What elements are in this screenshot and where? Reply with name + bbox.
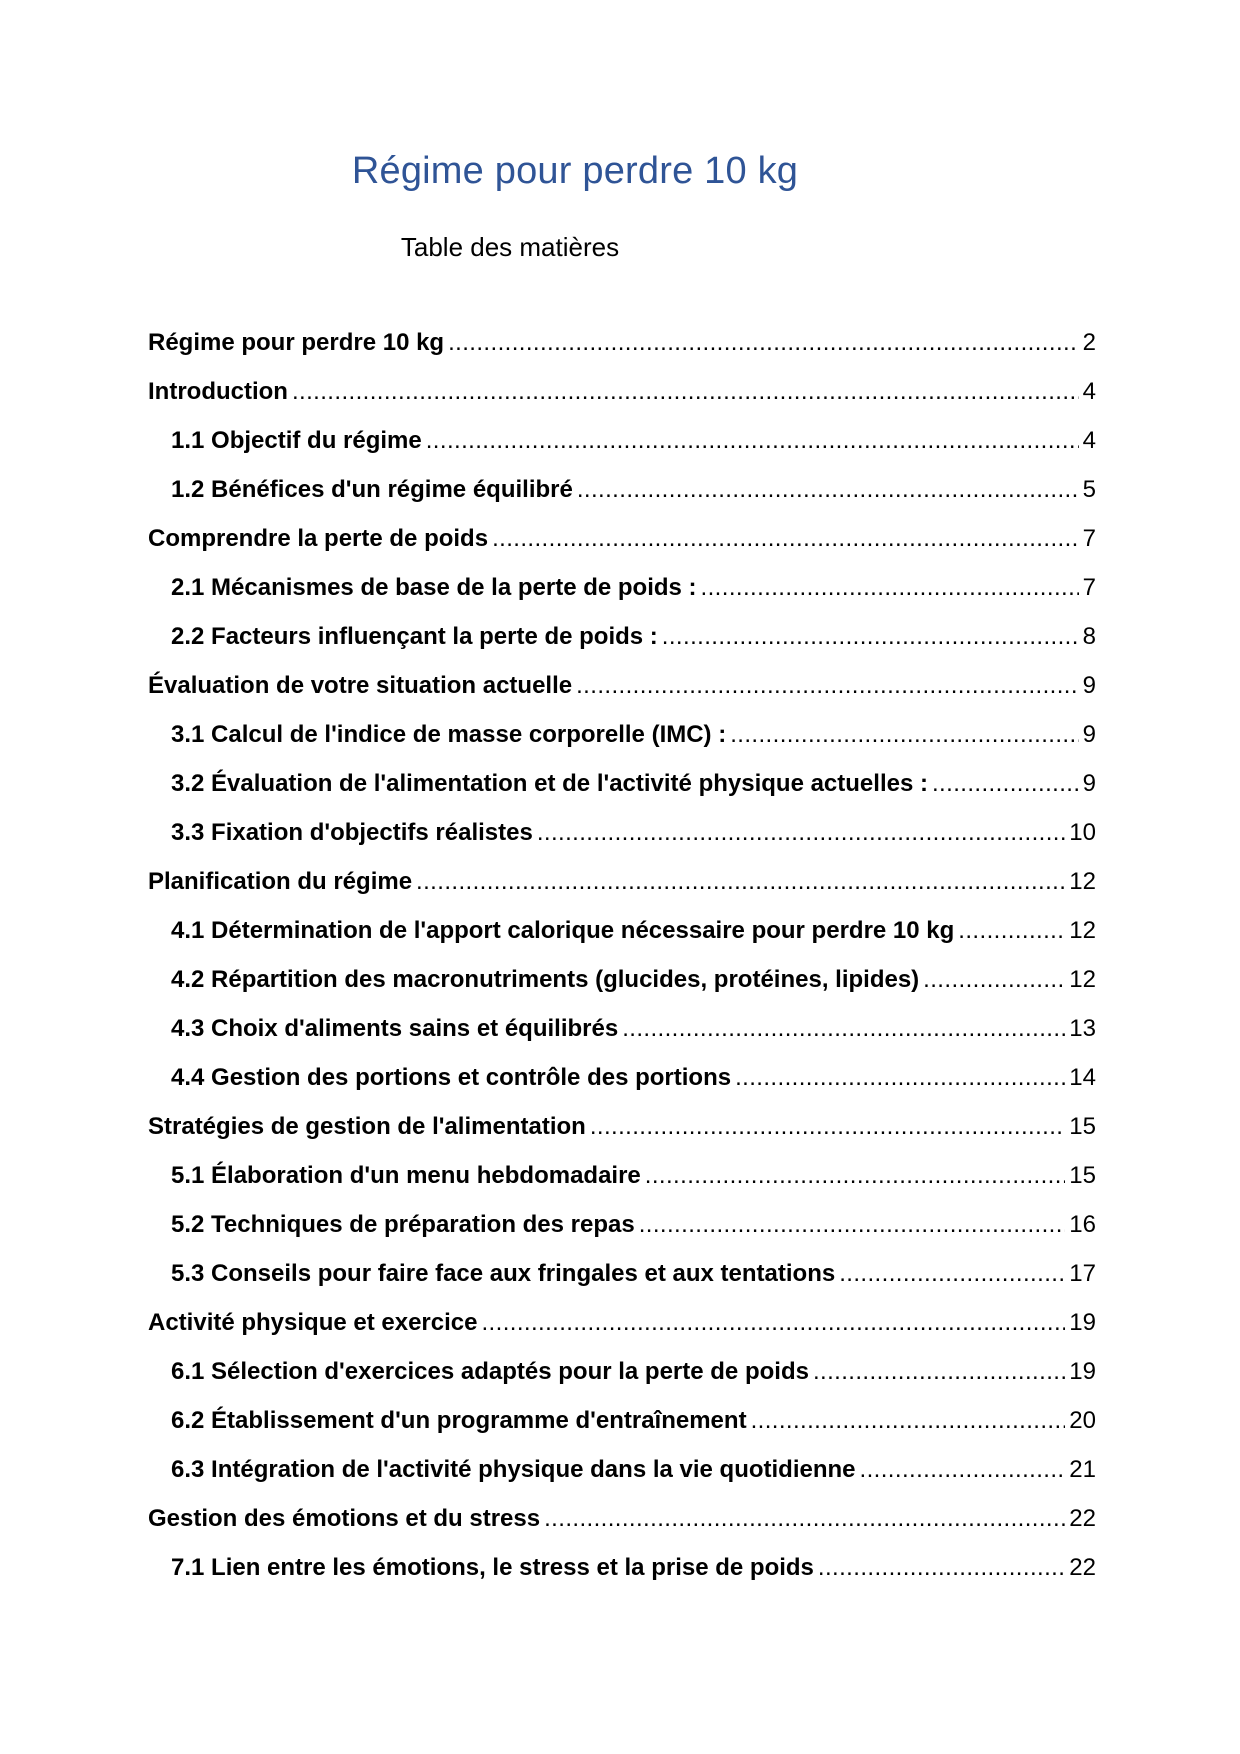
toc-dot-leader <box>426 416 1079 465</box>
toc-page-number[interactable]: 9 <box>1082 672 1096 699</box>
toc-page-number[interactable]: 9 <box>1082 721 1096 748</box>
toc-page-number[interactable]: 14 <box>1069 1064 1096 1091</box>
toc-dot-leader <box>751 1396 1066 1445</box>
toc-entry-label[interactable]: 7.1 Lien entre les émotions, le stress et la prise de poids <box>171 1554 814 1581</box>
toc-entry-label[interactable]: Stratégies de gestion de l'alimentation <box>148 1113 586 1140</box>
toc-subentry[interactable] <box>148 906 1096 955</box>
toc-entry-label[interactable]: 1.1 Objectif du régime <box>171 427 422 454</box>
toc-page-number[interactable]: 15 <box>1069 1162 1096 1189</box>
toc-entry-label[interactable]: 4.1 Détermination de l'apport calorique nécessaire pour perdre 10 kg <box>171 917 955 944</box>
toc-dot-leader <box>639 1200 1066 1249</box>
toc-dot-leader <box>701 563 1079 612</box>
toc-entry-label[interactable]: Introduction <box>148 378 288 405</box>
toc-dot-leader <box>537 808 1065 857</box>
toc-subentry[interactable] <box>148 1200 1096 1249</box>
toc-heading: Table des matières <box>400 232 620 262</box>
toc-dot-leader <box>735 1053 1065 1102</box>
toc-entry-label[interactable]: 5.1 Élaboration d'un menu hebdomadaire <box>171 1162 641 1189</box>
toc-entry[interactable] <box>148 318 1096 367</box>
toc-subentry[interactable] <box>148 808 1096 857</box>
toc-entry[interactable] <box>148 661 1096 710</box>
toc-page-number[interactable]: 15 <box>1069 1113 1096 1140</box>
toc-page-number[interactable]: 22 <box>1069 1554 1096 1581</box>
toc-dot-leader <box>923 955 1065 1004</box>
toc-entry-label[interactable]: Régime pour perdre 10 kg <box>148 329 445 356</box>
toc-page-number[interactable]: 21 <box>1069 1456 1096 1483</box>
toc-entry-label[interactable]: Gestion des émotions et du stress <box>148 1505 541 1532</box>
toc-dot-leader <box>818 1543 1065 1592</box>
toc-dot-leader <box>932 759 1079 808</box>
toc-subentry[interactable] <box>148 563 1096 612</box>
toc-dot-leader <box>839 1249 1065 1298</box>
toc-subentry[interactable] <box>148 1543 1096 1592</box>
toc-dot-leader <box>448 318 1079 367</box>
toc-subentry[interactable] <box>148 710 1096 759</box>
toc-page-number[interactable]: 7 <box>1082 574 1096 601</box>
toc-entry[interactable] <box>148 1102 1096 1151</box>
table-of-contents <box>148 318 1096 1592</box>
toc-entry-label[interactable]: 2.2 Facteurs influençant la perte de poids : <box>171 623 658 650</box>
toc-dot-leader <box>662 612 1079 661</box>
toc-subentry[interactable] <box>148 955 1096 1004</box>
toc-entry-label[interactable]: 3.1 Calcul de l'indice de masse corporelle (IMC) : <box>171 721 727 748</box>
toc-page-number[interactable]: 12 <box>1069 917 1096 944</box>
toc-entry-label[interactable]: Activité physique et exercice <box>148 1309 478 1336</box>
toc-page-number[interactable]: 19 <box>1069 1309 1096 1336</box>
toc-dot-leader <box>860 1445 1066 1494</box>
toc-entry-label[interactable]: Évaluation de votre situation actuelle <box>148 672 573 699</box>
toc-entry-label[interactable]: 6.3 Intégration de l'activité physique dans la vie quotidienne <box>171 1456 856 1483</box>
toc-page-number[interactable]: 22 <box>1069 1505 1096 1532</box>
toc-entry-label[interactable]: 4.3 Choix d'aliments sains et équilibrés <box>171 1015 619 1042</box>
toc-entry-label[interactable]: 4.2 Répartition des macronutriments (glucides, protéines, lipides) <box>171 966 920 993</box>
toc-page-number[interactable]: 17 <box>1069 1260 1096 1287</box>
toc-dot-leader <box>544 1494 1065 1543</box>
toc-entry-label[interactable]: 3.3 Fixation d'objectifs réalistes <box>171 819 533 846</box>
toc-entry-label[interactable]: 3.2 Évaluation de l'alimentation et de l'activité physique actuelles : <box>171 770 928 797</box>
toc-page-number[interactable]: 7 <box>1082 525 1096 552</box>
toc-page-number[interactable]: 8 <box>1082 623 1096 650</box>
toc-page-number[interactable]: 12 <box>1069 966 1096 993</box>
toc-entry-label[interactable]: 2.1 Mécanismes de base de la perte de poids : <box>171 574 697 601</box>
toc-entry-label[interactable]: Planification du régime <box>148 868 413 895</box>
toc-entry-label[interactable]: 6.1 Sélection d'exercices adaptés pour la perte de poids <box>171 1358 809 1385</box>
toc-subentry[interactable] <box>148 1053 1096 1102</box>
toc-dot-leader <box>645 1151 1066 1200</box>
toc-page-number[interactable]: 19 <box>1069 1358 1096 1385</box>
toc-page-number[interactable]: 20 <box>1069 1407 1096 1434</box>
toc-subentry[interactable] <box>148 759 1096 808</box>
toc-subentry[interactable] <box>148 416 1096 465</box>
toc-dot-leader <box>730 710 1078 759</box>
toc-page-number[interactable]: 10 <box>1069 819 1096 846</box>
toc-dot-leader <box>576 661 1079 710</box>
toc-subentry[interactable] <box>148 1347 1096 1396</box>
toc-dot-leader <box>481 1298 1065 1347</box>
toc-entry-label[interactable]: 6.2 Établissement d'un programme d'entraînement <box>171 1407 747 1434</box>
toc-dot-leader <box>590 1102 1065 1151</box>
toc-entry[interactable] <box>148 857 1096 906</box>
toc-page-number[interactable]: 2 <box>1082 329 1096 356</box>
toc-entry-label[interactable]: Comprendre la perte de poids <box>148 525 489 552</box>
toc-subentry[interactable] <box>148 1249 1096 1298</box>
toc-subentry[interactable] <box>148 1445 1096 1494</box>
toc-dot-leader <box>292 367 1079 416</box>
toc-subentry[interactable] <box>148 1151 1096 1200</box>
toc-dot-leader <box>813 1347 1065 1396</box>
toc-subentry[interactable] <box>148 465 1096 514</box>
toc-entry[interactable] <box>148 1298 1096 1347</box>
toc-page-number[interactable]: 4 <box>1082 427 1096 454</box>
toc-page-number[interactable]: 13 <box>1069 1015 1096 1042</box>
toc-page-number[interactable]: 5 <box>1082 476 1096 503</box>
toc-subentry[interactable] <box>148 1004 1096 1053</box>
toc-dot-leader <box>577 465 1079 514</box>
toc-dot-leader <box>492 514 1079 563</box>
toc-dot-leader <box>416 857 1065 906</box>
document-title: Régime pour perdre 10 kg <box>351 150 799 192</box>
toc-entry[interactable] <box>148 367 1096 416</box>
toc-subentry[interactable] <box>148 1396 1096 1445</box>
toc-entry[interactable] <box>148 1494 1096 1543</box>
toc-subentry[interactable] <box>148 612 1096 661</box>
toc-page-number[interactable]: 4 <box>1082 378 1096 405</box>
toc-dot-leader <box>622 1004 1065 1053</box>
toc-dot-leader <box>958 906 1065 955</box>
toc-entry[interactable] <box>148 514 1096 563</box>
toc-entry-label[interactable]: 5.3 Conseils pour faire face aux fringales et aux tentations <box>171 1260 836 1287</box>
toc-entry-label[interactable]: 4.4 Gestion des portions et contrôle des portions <box>171 1064 732 1091</box>
toc-entry-label[interactable]: 5.2 Techniques de préparation des repas <box>171 1211 635 1238</box>
toc-page-number[interactable]: 16 <box>1069 1211 1096 1238</box>
toc-page-number[interactable]: 9 <box>1082 770 1096 797</box>
toc-entry-label[interactable]: 1.2 Bénéfices d'un régime équilibré <box>171 476 573 503</box>
toc-page-number[interactable]: 12 <box>1069 868 1096 895</box>
